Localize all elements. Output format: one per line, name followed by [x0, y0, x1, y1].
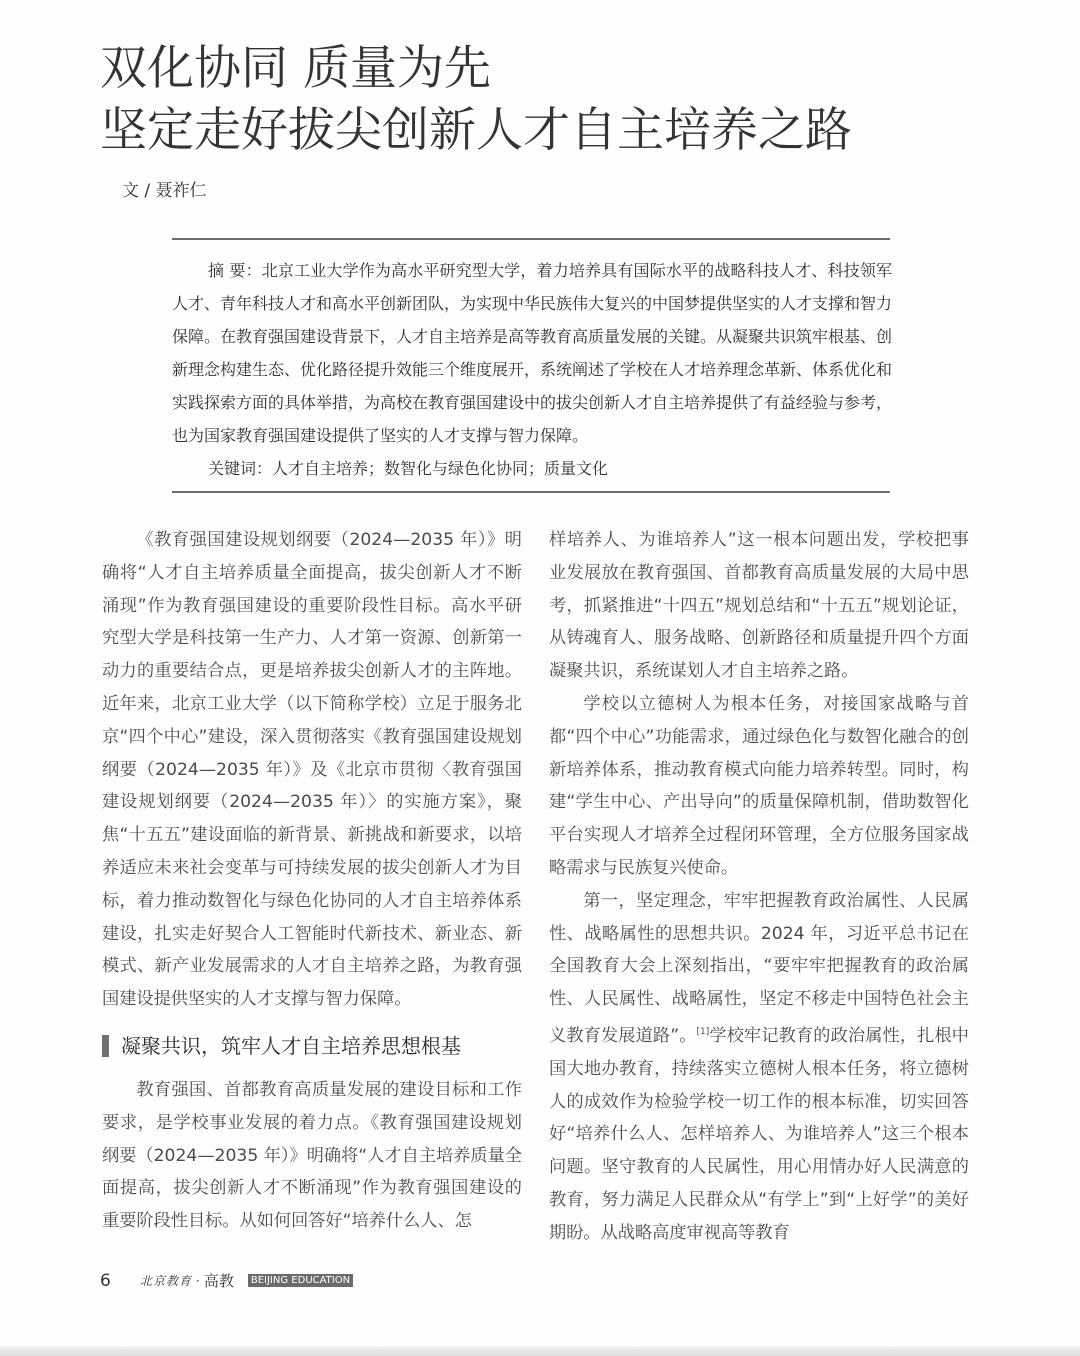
page-number: 6 [100, 1270, 111, 1291]
section-heading-text: 凝聚共识，筑牢人才自主培养思想根基 [121, 1033, 461, 1058]
body-paragraph: 学校以立德树人为根本任务，对接国家战略与首都“四个中心”功能需求，通过绿色化与数智化融合的创新培养体系，推动教育模式向能力培养转型。同时，构建“学生中心、产出导向”的质量保障机制，借助数智化平台实现人才培养全过程闭环管理，全方位服务国家战略需求与民族复兴使命。 [549, 693, 969, 878]
body-paragraph: 教育强国、首都教育高质量发展的建设目标和工作要求，是学校事业发展的着力点。《教育强国建设规划纲要（2024—2035 年）》明确将“人才自主培养质量全面提高，拔尖创新人才不断涌现”作为教育强国建设的重要阶段性目标。从如何回答好“培养什么人、怎 [102, 1079, 522, 1232]
body-paragraph: 《教育强国建设规划纲要（2024—2035 年）》明确将“人才自主培养质量全面提高，拔尖创新人才不断涌现”作为教育强国建设的重要阶段性目标。高水平研究型大学是科技第一生产力、人才第一资源、创新第一动力的重要结合点，更是培养拔尖创新人才的主阵地。近年来，北京工业大学（以下简称学校）立足于服务北京“四个中心”建设，深入贯彻落实《教育强国建设规划纲要（2024—2035 年）》及《北京市贯彻〈教育强国建设规划纲要（2024—2035 年）〉的实施方案》，聚焦“十五五”建设面临的新背景、新挑战和新要求，以培养适应未来社会变革与可持续发展的拔尖创新人才为目标，着力推动数智化与绿色化协同的人才自主培养体系建设，扎实走好契合人工智能时代新技术、新业态、新模式、新产业发展需求的人才自主培养之路，为教育强国建设提供坚实的人才支撑与智力保障。 [102, 530, 522, 1010]
abstract-text: 北京工业大学作为高水平研究型大学，着力培养具有国际水平的战略科技人才、科技领军人才、青年科技人才和高水平创新团队，为实现中华民族伟大复兴的中国梦提供坚实的人才支撑和智力保障。在教育强国建设背景下，人才自主培养是高等教育高质量发展的关键。从凝聚共识筑牢根基、创新理念构建生态、优化路径提升效能三个维度展开，系统阐述了学校在人才培养理念革新、体系优化和实践探索方面的具体举措，为高校在教育强国建设中的拔尖创新人才自主培养提供了有益经验与参考，也为国家教育强国建设提供了坚实的人才支撑与智力保障。 [172, 261, 893, 445]
page-footer [100, 1270, 353, 1291]
author-byline: 文 / 聂祚仁 [122, 181, 207, 201]
citation-reference: [1] [696, 1026, 710, 1037]
section-heading [102, 1030, 522, 1062]
section-marker-bar-icon [102, 1035, 109, 1057]
body-column-left [102, 524, 522, 1238]
body-paragraph [549, 885, 969, 1250]
keywords-text: 人才自主培养；数智化与绿色化协同；质量文化 [272, 459, 609, 478]
page-bottom-edge [0, 1346, 1080, 1356]
journal-section: 高教 [203, 1272, 234, 1290]
article-title-line2: 坚定走好拔尖创新人才自主培养之路 [100, 103, 852, 158]
paragraph-text: 学校牢记教育的政治属性，扎根中国大地办教育，持续落实立德树人根本任务，将立德树人的成效作为检验学校一切工作的根本标准，切实回答好“培养什么人、怎样培养人、为谁培养人”这三个根本问题。坚守教育的人民属性，用心用情办好人民满意的教育，努力满足人民群众从“有学上”到“上好学”的美好期盼。从战略高度审视高等教育 [549, 1025, 969, 1243]
footer-separator: · [196, 1273, 200, 1288]
abstract-top-divider [172, 238, 890, 240]
abstract-label: 摘 要： [208, 261, 262, 280]
article-title-line1: 双化协同 质量为先 [100, 41, 491, 96]
body-paragraph-continued: 样培养人、为谁培养人”这一根本问题出发，学校把事业发展放在教育强国、首都教育高质量发展的大局中思考，抓紧推进“十四五”规划总结和“十五五”规划论证，从铸魂育人、服务战略、创新路径和质量提升四个方面凝聚共识，系统谋划人才自主培养之路。 [549, 530, 969, 682]
journal-badge: BEIJING EDUCATION [248, 1274, 353, 1287]
journal-logo: 北京教育 [140, 1274, 193, 1288]
body-column-right [549, 524, 969, 1250]
abstract-bottom-divider [172, 491, 890, 493]
paragraph-text: 第一，坚定理念，牢牢把握教育政治属性、人民属性、战略属性的思想共识。2024 年，习近平总书记在全国教育大会上深刻指出，“要牢牢把握教育的政治属性、人民属性、战略属性，坚定不移走中国特色社会主义教育发展道路”。 [549, 890, 969, 1046]
article-title [100, 38, 852, 162]
abstract-paragraph [172, 254, 892, 452]
keywords-label: 关键词： [208, 459, 273, 478]
abstract-block [172, 254, 892, 485]
keywords-line [172, 452, 892, 485]
